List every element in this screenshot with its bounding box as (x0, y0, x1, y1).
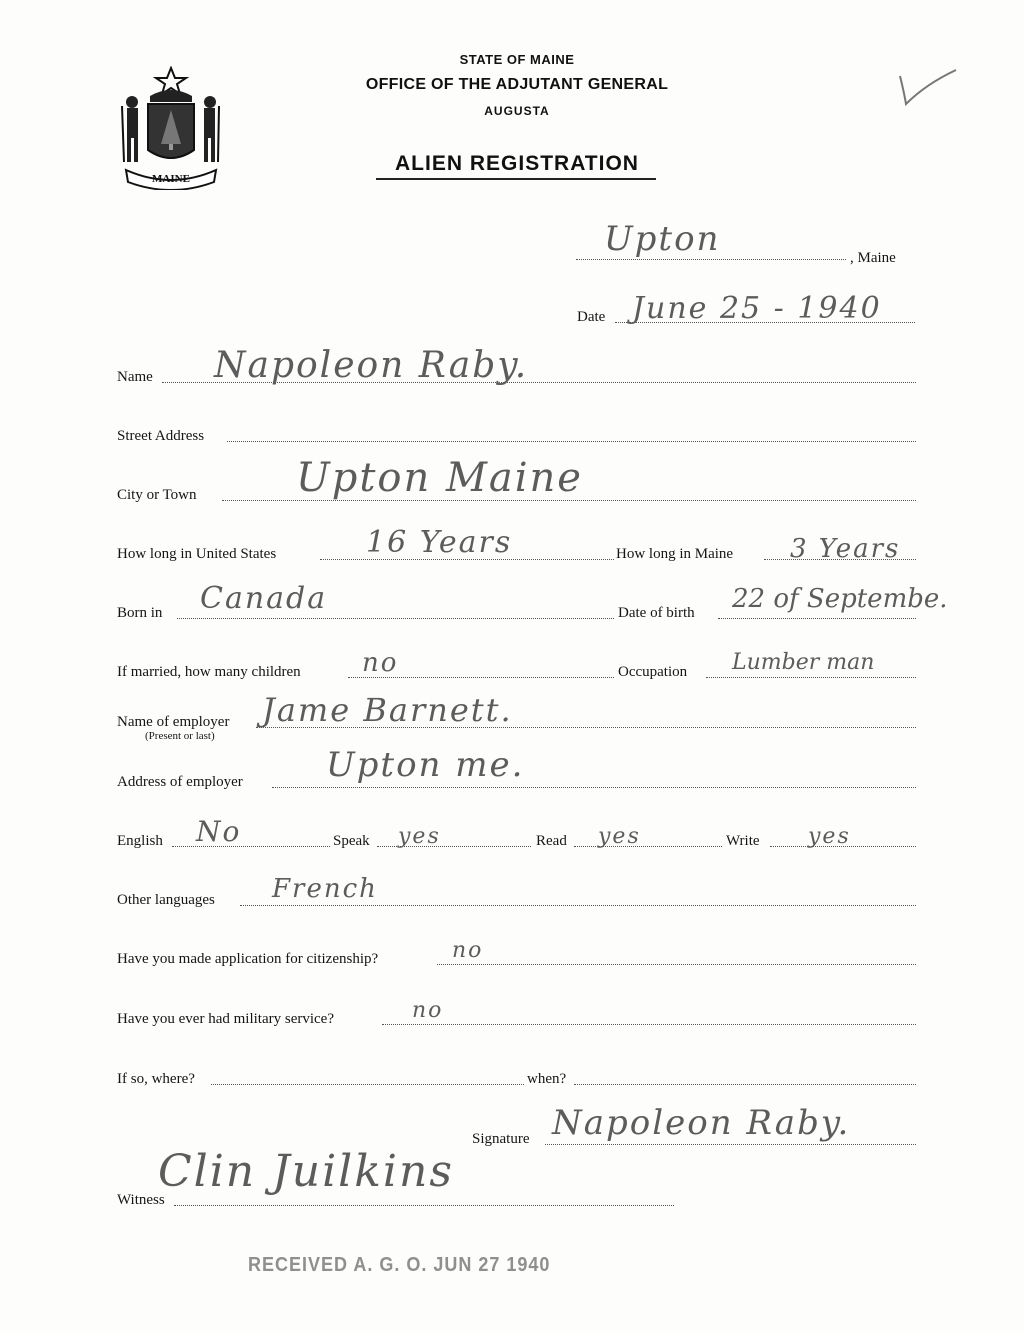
place-line (576, 259, 846, 260)
write-value: yes (808, 824, 851, 849)
born-in-label: Born in (117, 605, 163, 621)
date-of-birth-value: 22 of Septembe. (732, 584, 948, 614)
occupation-label: Occupation (618, 664, 688, 680)
how-long-us-value: 16 Years (366, 525, 513, 560)
received-stamp: RECEIVED A. G. O. JUN 27 1940 (248, 1252, 551, 1276)
when-label: when? (527, 1071, 567, 1087)
street-address-line (227, 441, 916, 442)
city-or-town-label: City or Town (117, 487, 197, 503)
place-suffix: , Maine (850, 250, 896, 266)
name-label: Name (117, 369, 153, 385)
employer-label: Name of employer (117, 714, 230, 730)
military-value: no (412, 998, 444, 1023)
svg-text:MAINE: MAINE (152, 173, 190, 185)
born-in-value: Canada (200, 581, 328, 616)
date-value: June 25 - 1940 (632, 291, 882, 326)
english-label: English (117, 833, 163, 849)
how-long-maine-label: How long in Maine (616, 546, 734, 562)
witness-label: Witness (117, 1192, 165, 1208)
place-value: Upton (604, 219, 721, 259)
children-label: If married, how many children (117, 664, 301, 680)
born-in-line (177, 618, 614, 619)
where-label: If so, where? (117, 1071, 195, 1087)
witness-value: Clin Juilkins (158, 1146, 454, 1197)
employer-value: Jame Barnett. (262, 691, 513, 729)
employer-address-value: Upton me. (326, 745, 525, 785)
signature-line (545, 1144, 916, 1145)
signature-value: Napoleon Raby. (552, 1103, 851, 1143)
date-of-birth-label: Date of birth (618, 605, 695, 621)
read-value: yes (598, 824, 641, 849)
title-underline (376, 178, 656, 180)
header-city: AUGUSTA (484, 104, 550, 118)
maine-state-seal-icon (118, 66, 224, 190)
write-label: Write (726, 833, 760, 849)
check-mark-icon (896, 66, 960, 108)
date-of-birth-line (718, 618, 916, 619)
how-long-us-label: How long in United States (117, 546, 277, 562)
street-address-label: Street Address (117, 428, 205, 444)
military-line (382, 1024, 916, 1025)
name-value: Napoleon Raby. (214, 345, 529, 386)
citizenship-label: Have you made application for citizenship? (117, 951, 379, 967)
children-value: no (362, 648, 399, 678)
when-line (574, 1084, 916, 1085)
employer-address-line (272, 787, 916, 788)
witness-line (174, 1205, 674, 1206)
speak-label: Speak (333, 833, 370, 849)
occupation-line (706, 677, 916, 678)
date-label: Date (577, 309, 606, 325)
form-title: ALIEN REGISTRATION (395, 152, 639, 175)
citizenship-value: no (452, 938, 484, 963)
occupation-value: Lumber man (732, 650, 875, 675)
employer-sublabel: (Present or last) (145, 730, 215, 742)
speak-value: yes (398, 824, 441, 849)
city-or-town-value: Upton Maine (296, 455, 583, 501)
header-state: STATE OF MAINE (459, 52, 575, 67)
military-label: Have you ever had military service? (117, 1011, 334, 1027)
signature-label: Signature (472, 1131, 530, 1147)
other-languages-label: Other languages (117, 892, 215, 908)
english-value: No (196, 815, 242, 848)
other-languages-value: French (272, 874, 378, 904)
other-languages-line (240, 905, 916, 906)
citizenship-line (437, 964, 916, 965)
employer-address-label: Address of employer (117, 774, 243, 790)
how-long-maine-value: 3 Years (790, 534, 901, 564)
header-office: OFFICE OF THE ADJUTANT GENERAL (365, 76, 669, 93)
where-line (211, 1084, 524, 1085)
read-label: Read (536, 833, 567, 849)
read-line (574, 846, 722, 847)
